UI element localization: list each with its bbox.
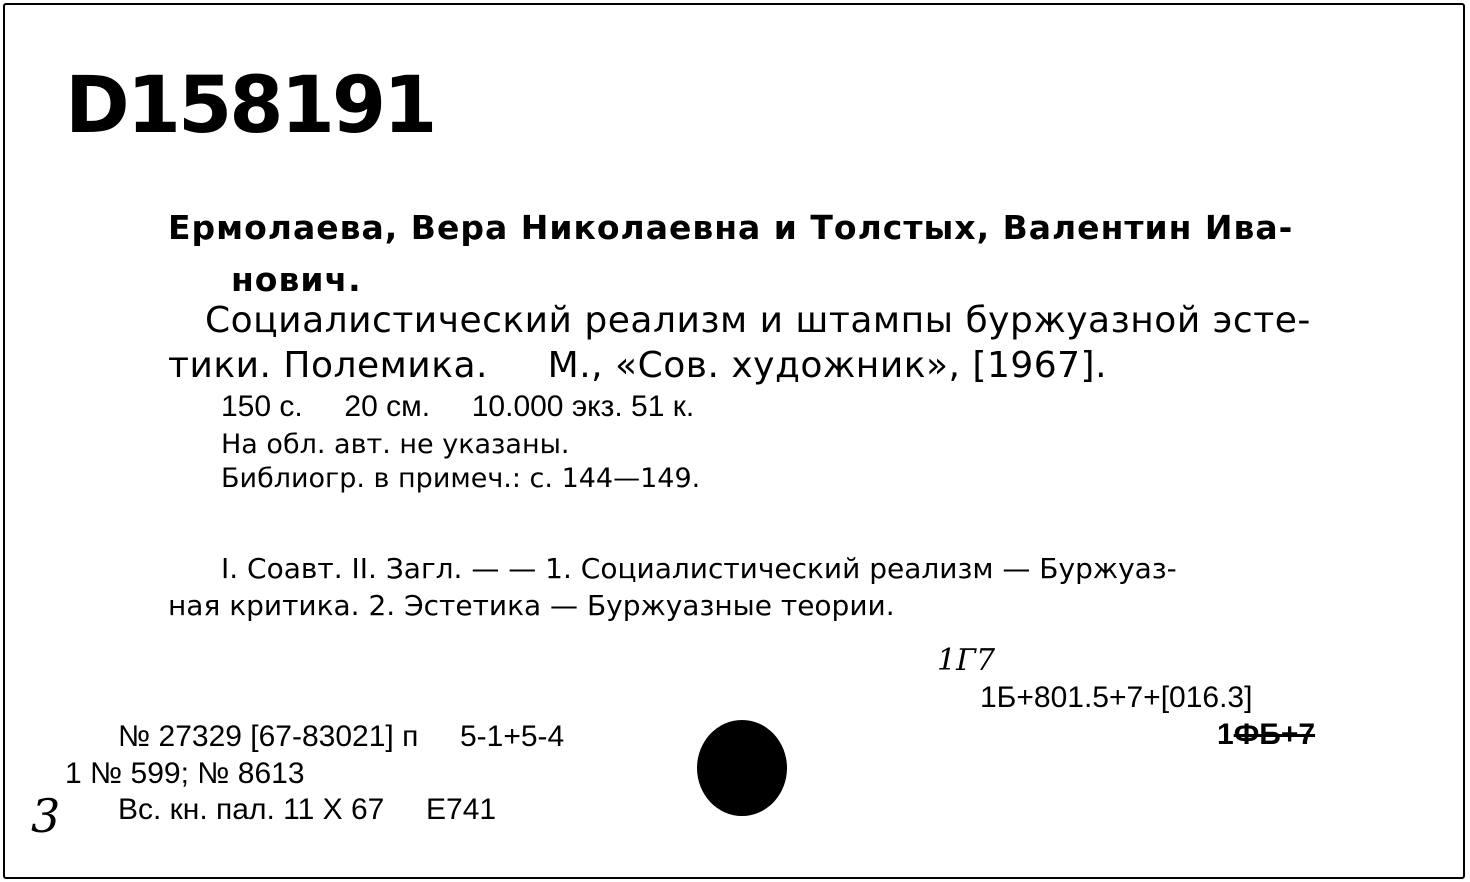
classification-second-prefix: 1 xyxy=(1217,718,1234,751)
classification-struck: [016.3] xyxy=(1160,681,1253,714)
title-line-1: Социалистический реализм и штампы буржуазной эсте- xyxy=(205,300,1311,341)
handwritten-class-note: 1Г7 xyxy=(937,643,996,678)
title-line-2: тики. Полемика. М., «Сов. художник», [1967]. xyxy=(168,345,1108,386)
registry-line: Вс. кн. пал. 11 X 67 Е741 xyxy=(118,793,497,826)
classification-second-struck: ФБ+7 xyxy=(1233,718,1316,751)
record-number-line: № 27329 [67-83021] п 5-1+5-4 xyxy=(118,720,565,753)
note-author-not-indicated: На обл. авт. не указаны. xyxy=(221,429,570,460)
subjects-line-2: ная критика. 2. Эстетика — Буржуазные теории. xyxy=(168,589,895,622)
card-stamp-number: D158191 xyxy=(65,61,435,151)
author-line-1: Ермолаева, Вера Николаевна и Толстых, Валентин Ива- xyxy=(168,208,1294,247)
handwritten-count: 3 xyxy=(31,789,61,843)
classification-index: 1Б+801.5+7+ xyxy=(980,681,1161,714)
author-line-2: нович. xyxy=(231,260,362,299)
catalog-card xyxy=(3,3,1465,879)
copies-line: 1 № 599; № 8613 xyxy=(65,757,305,790)
subjects-line-1: I. Соавт. II. Загл. — — 1. Социалистический реализм — Буржуаз- xyxy=(221,552,1177,585)
note-bibliography: Библиогр. в примеч.: с. 144—149. xyxy=(221,463,701,494)
punch-hole xyxy=(697,720,787,816)
physical-description: 150 с. 20 см. 10.000 экз. 51 к. xyxy=(221,390,695,423)
classification-second-line xyxy=(1217,718,1315,752)
classification-line xyxy=(980,681,1252,715)
